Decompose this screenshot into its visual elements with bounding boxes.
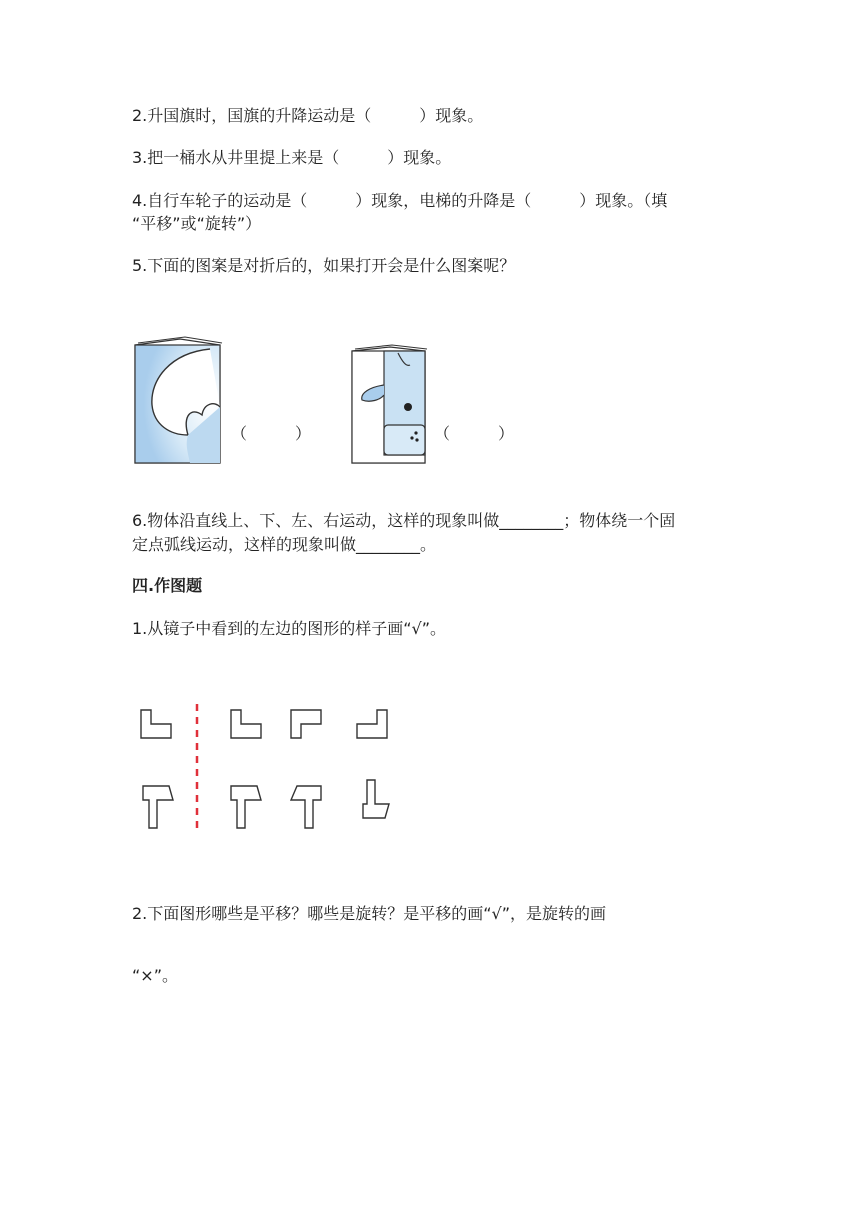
section4-question-2-line-2: “×”。 bbox=[132, 966, 178, 985]
t-shape-original bbox=[143, 786, 173, 828]
l-shape-option-a bbox=[231, 710, 261, 738]
folded-circle-figure bbox=[130, 335, 230, 465]
answer-parentheses-1: （ ） bbox=[231, 424, 312, 443]
question-6-line-1: 6.物体沿直线上、下、左、右运动，这样的现象叫做________；物体绕一个固 bbox=[132, 511, 676, 530]
section-heading: 四.作图题 bbox=[132, 576, 203, 595]
question-4-line-2: “平移”或“旋转”） bbox=[132, 214, 262, 233]
mirror-figures bbox=[135, 700, 405, 830]
l-shape-original bbox=[141, 710, 171, 738]
question-5: 5.下面的图案是对折后的，如果打开会是什么图案呢？ bbox=[132, 256, 516, 275]
question-4-line-1: 4.自行车轮子的运动是（ ）现象，电梯的升降是（ ）现象。（填 bbox=[132, 191, 668, 210]
l-shape-option-c bbox=[357, 710, 387, 738]
t-shape-option-b bbox=[291, 786, 321, 828]
section4-question-2-line-1: 2.下面图形哪些是平移？哪些是旋转？是平移的画“√”，是旋转的画 bbox=[132, 904, 607, 923]
question-3: 3.把一桶水从井里提上来是（ ）现象。 bbox=[132, 148, 452, 167]
t-shape-option-a bbox=[231, 786, 261, 828]
question-2: 2.升国旗时，国旗的升降运动是（ ）现象。 bbox=[132, 106, 484, 125]
answer-parentheses-2: （ ） bbox=[434, 424, 515, 443]
t-shape-option-c bbox=[363, 780, 389, 818]
section4-question-1: 1.从镜子中看到的左边的图形的样子画“√”。 bbox=[132, 619, 447, 638]
question-6-line-2: 定点弧线运动，这样的现象叫做________。 bbox=[132, 535, 437, 554]
l-shape-option-b bbox=[291, 710, 321, 738]
folded-cow-figure bbox=[350, 345, 430, 465]
